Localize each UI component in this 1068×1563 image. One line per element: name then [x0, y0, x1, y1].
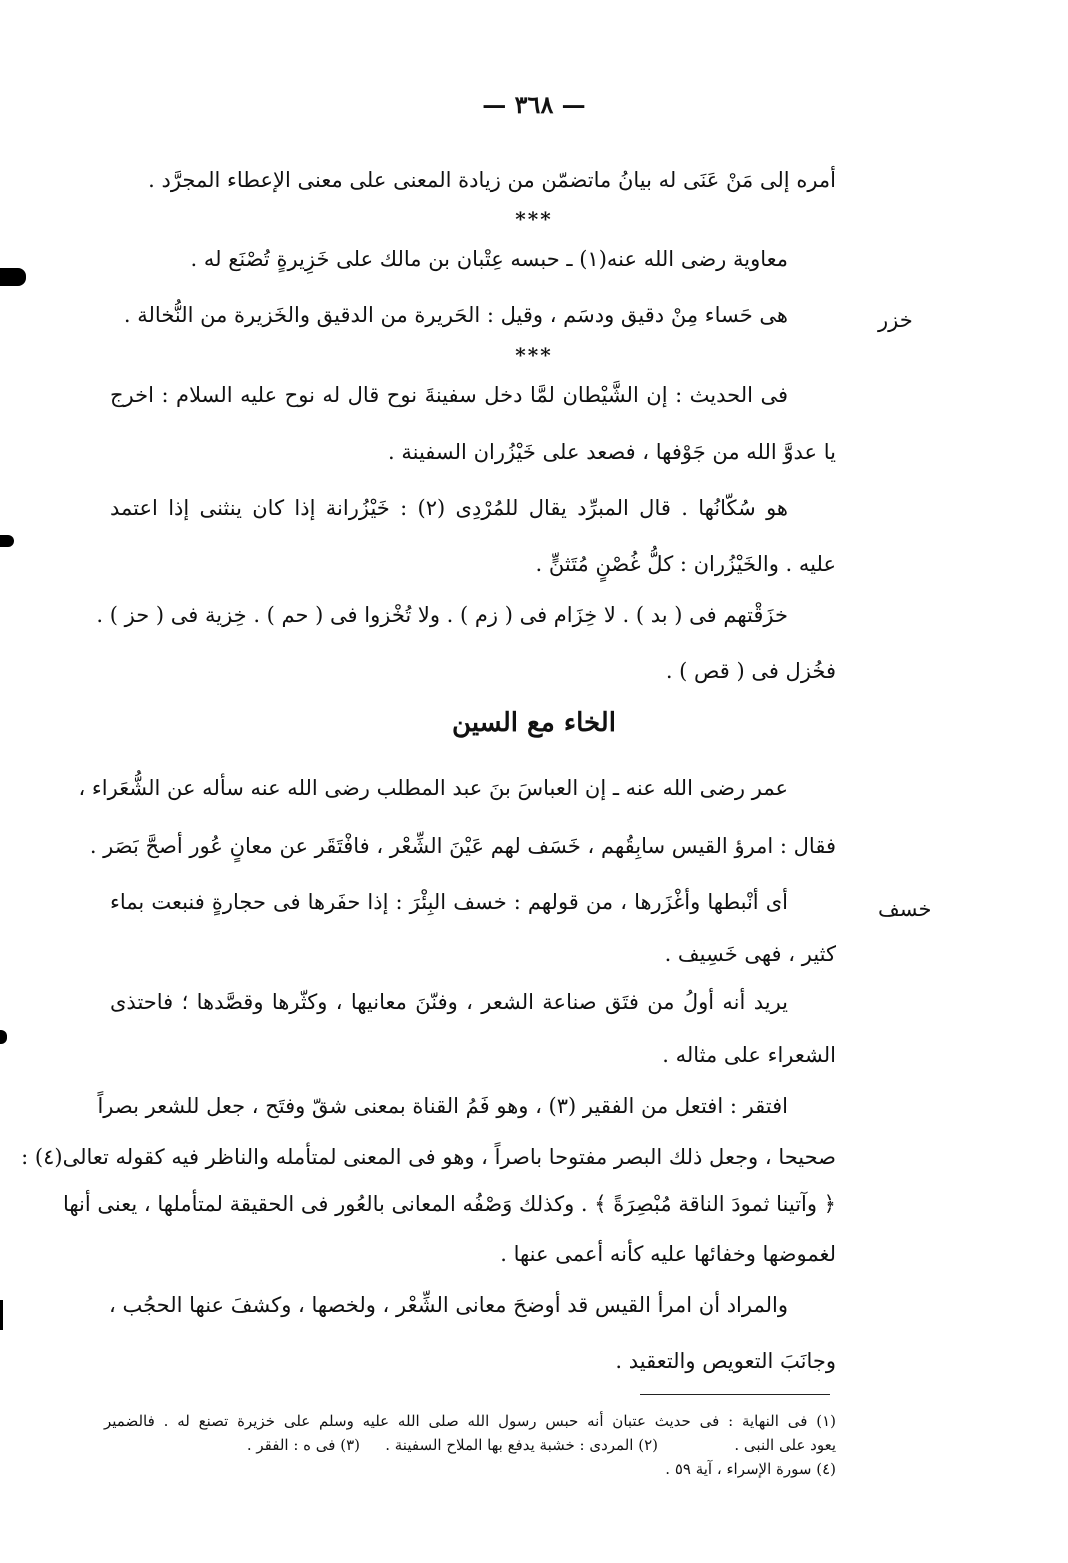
text-line: افتقر : افتعل من الفقير (٣) ، وهو فَمُ القناة بمعنى شقّ وفتَح ، جعل للشعر بصراً: [97, 1094, 788, 1118]
text-line: يريد أنه أولُ من فتَق صناعة الشعر ، وفنّنَ معانيها ، وكثّرها وقصَّدها ؛ فاحتذى: [110, 990, 788, 1014]
text-line: معاوية رضى الله عنه(١) ـ حبسه عِتْبان بن مالك على خَزِيرةٍ تُصْنَع له .: [190, 247, 788, 271]
page-number: — ٣٦٨ —: [482, 90, 586, 119]
text-line: كثير ، فهى خَسِيف .: [664, 942, 836, 966]
margin-word-khasaf: خسف: [878, 897, 932, 921]
footnote: (٣) فى ه : الفقر .: [246, 1436, 360, 1454]
scan-mark: [0, 268, 26, 286]
text-line: ﴿ وآتينا ثمودَ الناقة مُبْصِرَةً ﴾ . وكذلك وَصْفُه المعانى بالعُور فى الحقيقة لمتأملها ، يعنى أنها: [62, 1192, 836, 1216]
text-line: فقال : امرؤ القيس سابِقُهم ، خَسَف لهم عَيْنَ الشِّعْر ، فافْتَقَر عن معانٍ عُور أصحَّ بَصَر .: [89, 834, 836, 858]
text-line: فى الحديث : إن الشَّيْطان لمَّا دخل سفينةَ نوح قال له نوح عليه السلام : اخرج: [110, 383, 788, 407]
text-line: هو سُكّانُها . قال المبرِّد يقال للمُرْدِى (٢) : خَيْزُرانة إذا كان ينثنى إذا اعتمد: [110, 496, 789, 520]
text-line: خزَقْتهم فى ( بد ) . لا خِزَام فى ( زم ) . ولا تُخْزوا فى ( حم ) . خِزية فى ( حز ) .: [96, 603, 788, 627]
text-line: يا عدوَّ الله من جَوْفها ، فصعد على خَيْزُران السفينة .: [388, 440, 836, 464]
footnote-separator: [640, 1394, 830, 1395]
scan-mark: [0, 535, 14, 547]
text-line: لغموضها وخفائها عليه كأنه أعمى عنها .: [500, 1242, 836, 1266]
text-line: عليه . والخَيْزُران : كلُّ غُصْنٍ مُتَثنٍّ .: [535, 552, 836, 576]
footnote: (١) فى النهاية : فى حديث عتبان أنه حبس رسول الله صلى الله عليه وسلم على خزيرة تصنع له . فالضمير: [104, 1412, 836, 1430]
text-line: صحيحا ، وجعل ذلك البصر مفتوحا باصراً ، وهو فى المعنى لمتأمله والناظر فيه كقوله تعالى(٤) :: [21, 1145, 836, 1169]
section-heading: الخاء مع السين: [452, 708, 616, 738]
text-line: عمر رضى الله عنه ـ إن العباسَ بنَ عبد المطلب رضى الله عنه سأله عن الشُّعَراء ،: [78, 776, 788, 800]
scan-mark: [0, 1030, 7, 1044]
text-line: وجانَبَ التعويص والتعقيد .: [615, 1349, 836, 1373]
separator-stars: ***: [515, 343, 553, 367]
text-line: أمره إلى مَنْ عَنَى له بيانُ ماتضمّن من زيادة المعنى على معنى الإعطاء المجرَّد .: [148, 168, 836, 192]
text-line: والمراد أن امرأ القيس قد أوضحَ معانى الشِّعْر ، ولخصها ، وكشفَ عنها الحجُب ،: [109, 1293, 788, 1317]
text-line: أى أنْبطها وأغْزَرها ، من قولهم : خسف البِئْرَ : إذا حفَرها فى حجارةٍ فنبعت بماء: [110, 890, 788, 914]
scan-mark: [0, 1300, 3, 1330]
footnote: يعود على النبى .: [734, 1436, 836, 1454]
footnote: (٢) المردى : خشبة يدفع بها الملاح السفينة .: [385, 1436, 658, 1454]
margin-word-khazar: خزر: [878, 308, 913, 332]
text-line: هى حَساء مِنْ دقيق ودسَم ، وقيل : الحَريرة من الدقيق والخَزيرة من النُّخالة .: [123, 303, 788, 327]
separator-stars: ***: [515, 207, 553, 231]
text-line: الشعراء على مثاله .: [662, 1043, 836, 1067]
footnote: (٤) سورة الإسراء ، آية ٥٩ .: [665, 1460, 836, 1478]
text-line: فخُزل فى ( قص ) .: [665, 659, 836, 683]
